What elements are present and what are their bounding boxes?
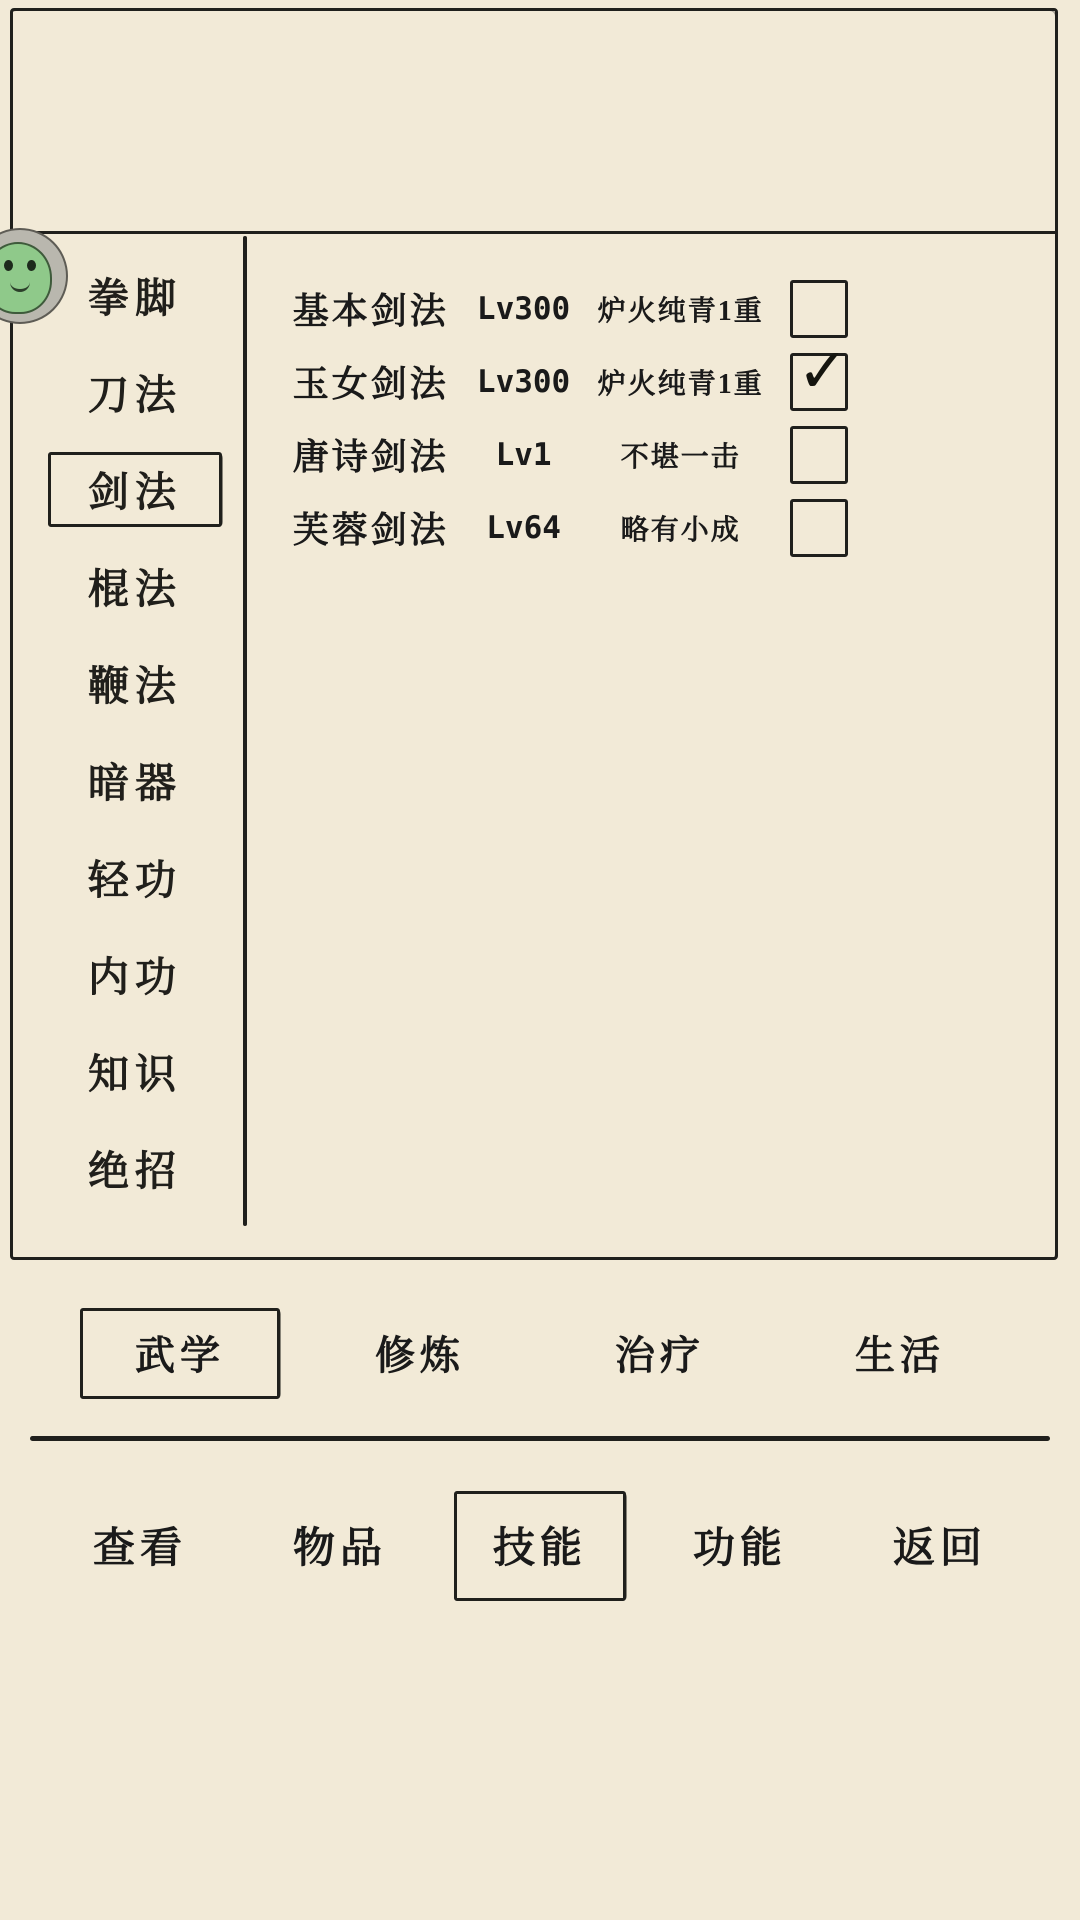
skill-name: 唐诗剑法: [292, 437, 449, 477]
skill-rank: 炉火纯青1重: [597, 368, 764, 400]
skill-checkbox-cell[interactable]: [788, 280, 850, 338]
skill-rank: 略有小成: [620, 514, 741, 546]
category-item-8[interactable]: [40, 1022, 230, 1119]
skill-row[interactable]: [280, 418, 850, 491]
skill-checkbox[interactable]: [790, 499, 848, 557]
menu-item-label: 生活: [855, 1332, 945, 1378]
category-label: 拳脚: [88, 275, 182, 321]
bottom-divider: [30, 1436, 1050, 1441]
category-label: 棍法: [88, 566, 182, 612]
menu-item-xiulian[interactable]: [300, 1302, 540, 1403]
menu-item-label: 技能: [492, 1526, 587, 1572]
menu-item-gongneng[interactable]: [640, 1491, 840, 1599]
menu-item-chakan[interactable]: [40, 1491, 240, 1599]
vertical-divider: [243, 236, 247, 1226]
menu-item-zhiliao[interactable]: [540, 1302, 780, 1403]
skill-level: Lv1: [495, 436, 552, 473]
menu-item-wuxue[interactable]: [60, 1302, 300, 1403]
skill-level: Lv300: [476, 290, 571, 327]
menu-item-fanhui[interactable]: [840, 1491, 1040, 1599]
menu-item-shenghuo[interactable]: [780, 1302, 1020, 1403]
category-item-5[interactable]: [40, 731, 230, 828]
skill-level: Lv64: [486, 509, 561, 546]
category-label: 内功: [88, 954, 182, 1000]
menu-item-jineng[interactable]: [440, 1491, 640, 1599]
category-label: 鞭法: [88, 663, 182, 709]
menu-item-label: 治疗: [615, 1332, 705, 1378]
skill-level: Lv300: [476, 363, 571, 400]
avatar-eye-right-icon: [27, 260, 36, 271]
category-item-9[interactable]: [40, 1119, 230, 1216]
avatar-eye-left-icon: [4, 260, 13, 271]
category-item-6[interactable]: [40, 828, 230, 925]
category-item-4[interactable]: [40, 634, 230, 731]
skill-checkbox[interactable]: [790, 333, 849, 411]
top-panel-divider: [12, 231, 1056, 234]
menu-item-label: 修炼: [375, 1332, 465, 1378]
category-label: 暗器: [88, 760, 182, 806]
menu-item-label: 返回: [892, 1526, 987, 1572]
category-item-2[interactable]: [40, 440, 230, 537]
menu-item-label: 查看: [92, 1526, 187, 1572]
category-label: 刀法: [88, 372, 182, 418]
menu-item-wupin[interactable]: [240, 1491, 440, 1599]
primary-menu: [0, 1455, 1080, 1635]
menu-item-label: 武学: [135, 1332, 225, 1378]
skill-row[interactable]: [280, 491, 850, 564]
category-item-0[interactable]: [40, 246, 230, 343]
category-item-3[interactable]: [40, 537, 230, 634]
category-label: 轻功: [88, 857, 182, 903]
skill-name: 玉女剑法: [292, 364, 449, 404]
secondary-menu: [0, 1272, 1080, 1432]
skill-rank: 不堪一击: [620, 441, 741, 473]
check-icon: ✓: [797, 333, 849, 407]
category-label: 绝招: [88, 1148, 182, 1194]
skill-name: 基本剑法: [292, 291, 449, 331]
menu-item-label: 物品: [292, 1526, 387, 1572]
category-label: 知识: [88, 1051, 182, 1097]
menu-item-label: 功能: [692, 1526, 787, 1572]
category-item-1[interactable]: [40, 343, 230, 440]
category-item-7[interactable]: [40, 925, 230, 1022]
category-label: 剑法: [88, 469, 182, 515]
skill-category-list: [40, 246, 230, 1216]
skill-checkbox[interactable]: [790, 426, 848, 484]
skill-checkbox-cell[interactable]: [788, 499, 850, 557]
skill-row[interactable]: [280, 333, 850, 418]
skill-checkbox-cell[interactable]: [788, 333, 850, 411]
skill-rank: 炉火纯青1重: [597, 295, 764, 327]
skill-list: [280, 272, 850, 564]
skill-checkbox[interactable]: [790, 280, 848, 338]
skill-row[interactable]: [280, 272, 850, 345]
skill-checkbox-cell[interactable]: [788, 426, 850, 484]
skill-name: 芙蓉剑法: [292, 510, 449, 550]
